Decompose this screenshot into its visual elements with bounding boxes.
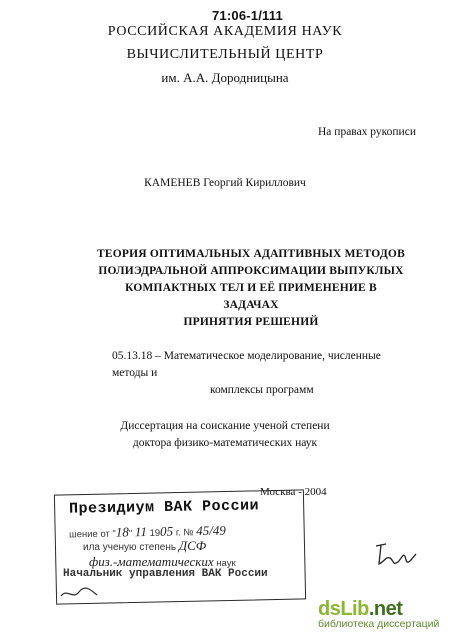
stamp-decision-line: шение от "18" 11 1905 г. № 45/49 (68, 522, 226, 541)
specialty (112, 348, 412, 399)
archive-code: 71:06-1/111 (212, 8, 283, 23)
stamp-signature-mark (59, 586, 99, 603)
stamp-year: 05 (159, 523, 174, 539)
stamp-degree-text: ила ученую степень (83, 542, 177, 553)
title-line: ПОЛИЭДРАЛЬНОЙ АППРОКСИМАЦИИ ВЫПУКЛЫХ (98, 265, 404, 277)
degree-line: доктора физико-математических наук (132, 437, 318, 449)
dslib-watermark (318, 598, 439, 630)
stamp-header: Президиум ВАК России (68, 497, 260, 518)
degree-statement (0, 418, 450, 452)
stamp-number: 45/49 (196, 522, 226, 539)
institution-dedication: им. А.А. Дородницына (161, 70, 289, 85)
watermark-brand: dsLib (318, 598, 369, 620)
institution-center: ВЫЧИСЛИТЕЛЬНЫЙ ЦЕНТР (126, 47, 324, 62)
watermark-tld: .net (368, 598, 403, 620)
dissertation-title (96, 246, 406, 331)
title-line: КОМПАКТНЫХ ТЕЛ И ЕЁ ПРИМЕНЕНИЕ В ЗАДАЧАХ (125, 282, 377, 311)
rights-note: На правах рукописи (318, 126, 416, 138)
vak-stamp (55, 482, 305, 602)
institution-name: РОССИЙСКАЯ АКАДЕМИЯ НАУК (107, 24, 343, 39)
specialty-line: 05.13.18 – Математическое моделирование, численные методы и (112, 350, 381, 379)
signature-image (372, 540, 422, 570)
title-line: ТЕОРИЯ ОПТИМАЛЬНЫХ АДАПТИВНЫХ МЕТОДОВ (97, 248, 405, 260)
stamp-field-hand: физ.-математических (89, 554, 214, 569)
stamp-chief: Начальник управления ВАК России (63, 568, 268, 580)
city-year: Москва - 2004 (260, 486, 327, 498)
stamp-degree-line (83, 538, 206, 554)
stamp-field-suffix: наук (216, 558, 236, 569)
degree-line: Диссертация на соискание ученой степени (120, 420, 330, 432)
stamp-year-prefix: 19 (149, 527, 161, 539)
stamp-day: 18 (115, 524, 129, 540)
stamp-decision-prefix: шение от (68, 528, 110, 541)
stamp-month: 11 (134, 524, 148, 540)
title-line: ПРИНЯТИЯ РЕШЕНИЙ (183, 316, 319, 328)
stamp-degree-hand: ДСФ (178, 538, 207, 553)
stamp-number-prefix: г. № (175, 527, 194, 539)
watermark-tagline: библиотека диссертаций (318, 618, 440, 630)
specialty-line: комплексы программ (210, 384, 314, 396)
author-name: КАМЕНЕВ Георгий Кириллович (144, 177, 306, 189)
